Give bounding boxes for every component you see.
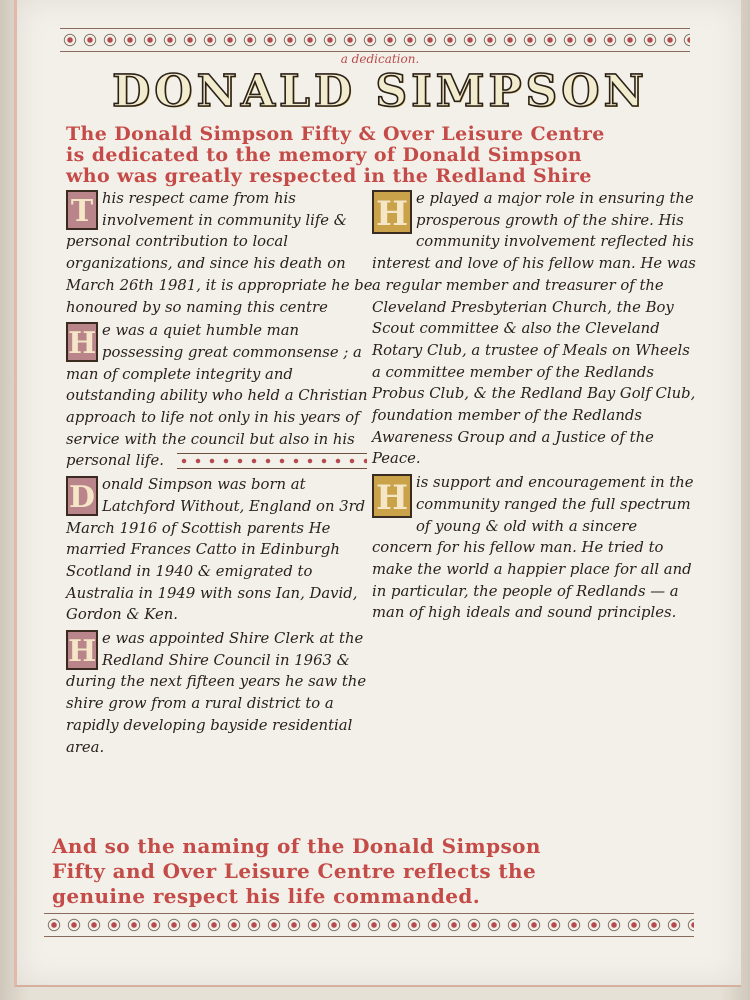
- dedication-heading: [66, 124, 696, 187]
- left-paragraph-3: [66, 474, 378, 626]
- left-paragraph-3-text: onald Simpson was born at Latchford Without, England on 3rd March 1916 of Scottish parents He married Frances Catto in Edinburgh Scotland in 1940 & emigrated to Australia in 1949 with sons Ian, David, Gordon & Ken.: [66, 476, 366, 624]
- left-paragraph-4: [66, 628, 378, 758]
- top-ornamental-border: [60, 28, 690, 52]
- heading-line-2: is dedicated to the memory of Donald Simpson: [66, 144, 583, 166]
- left-paragraph-2-text: e was a quiet humble man possessing great commonsense ; a man of complete integrity and outstanding ability who held a Christian approach to life not only in his years of service with the council but also in his personal life.: [66, 322, 368, 470]
- closing-statement: [52, 834, 702, 909]
- right-paragraph-2: [372, 472, 702, 624]
- dropcap-h: H: [66, 322, 98, 362]
- left-paragraph-4-text: e was appointed Shire Clerk at the Redland Shire Council in 1963 & during the next fifteen years he saw the shire grow from a rural district to a rapidly developing bayside residential area.: [66, 630, 367, 756]
- dropcap-t: T: [66, 190, 98, 230]
- right-paragraph-1-text: e played a major role in ensuring the prosperous growth of the shire. His community involvement reflected his interest and love of his fellow man. He was a regular member and treasurer of the Cleveland Presbyterian Church, the Boy Scout committee & also the Cleveland Rotary Club, a trustee of Meals on Wheels a committee member of the Redlands Probus Club, & the Redland Bay Golf Club, foundation member of the Redlands Awareness Group and a Justice of the Peace.: [372, 190, 696, 468]
- dedication-kicker: a dedication.: [340, 52, 420, 66]
- footer-line-3: genuine respect his life commanded.: [52, 884, 481, 908]
- left-paragraph-2: [66, 320, 378, 472]
- left-column: [66, 188, 378, 760]
- left-paragraph-1-text: his respect came from his involvement in community life & personal contribution to local organizations, and since his death on March 26th 1981, it is appropriate he be honoured by so naming this centre: [66, 190, 373, 316]
- right-paragraph-1: [372, 188, 702, 470]
- dropcap-d: D: [66, 476, 98, 516]
- heading-line-3: who was greatly respected in the Redland Shire: [66, 165, 592, 187]
- right-paragraph-2-text: is support and encouragement in the community ranged the full spectrum of young & old with a sincere concern for his fellow man. He tried to make the world a happier place for all and in particular, the people of Redlands — a man of high ideals and sound principles.: [372, 474, 694, 622]
- footer-line-1: And so the naming of the Donald Simpson: [52, 834, 541, 858]
- bottom-ornamental-border: [44, 913, 694, 937]
- footer-line-2: Fifty and Over Leisure Centre reflects the: [52, 859, 537, 883]
- heading-line-1: The Donald Simpson Fifty & Over Leisure Centre: [66, 123, 605, 145]
- right-column: [372, 188, 702, 626]
- dropcap-h: H: [372, 474, 412, 518]
- left-paragraph-1: [66, 188, 378, 318]
- inline-ornament: [177, 453, 367, 469]
- dropcap-h: H: [66, 630, 98, 670]
- dropcap-h: H: [372, 190, 412, 234]
- page-title: DONALD SIMPSON: [112, 66, 648, 117]
